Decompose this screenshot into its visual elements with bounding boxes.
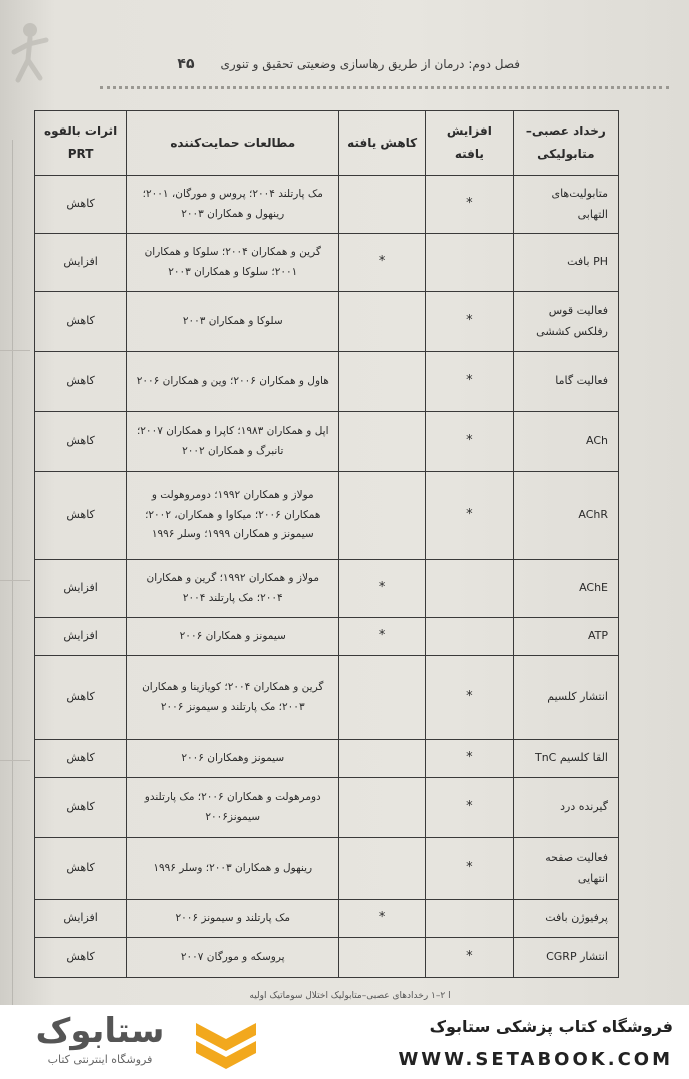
table-row [35, 838, 619, 900]
table-row [35, 560, 619, 618]
increased-mark-cell: * [426, 176, 514, 234]
table-header-row [35, 111, 619, 176]
decreased-mark-cell: * [339, 900, 426, 938]
margin-tick [0, 760, 30, 761]
studies-cell: مک پارتلند و سیمونز ۲۰۰۶ [127, 900, 339, 938]
disorder-cell: متابولیت‌های التهابی [513, 176, 618, 234]
prt-effect-cell: کاهش [35, 412, 127, 472]
prt-effect-cell: افزایش [35, 618, 127, 656]
decreased-mark-cell [339, 656, 426, 740]
increased-mark-cell: * [426, 292, 514, 352]
table-row [35, 656, 619, 740]
store-logo-text: ستابوک [35, 1011, 165, 1051]
table-caption: ا ۲–۱ رخدادهای عصبی–متابولیک اختلال سوماتیک اولیه [249, 991, 451, 1001]
increased-mark-cell [426, 900, 514, 938]
decreased-mark-cell [339, 472, 426, 560]
studies-cell: هاول و همکاران ۲۰۰۶؛ وین و همکاران ۲۰۰۶ [127, 352, 339, 412]
increased-mark-cell: * [426, 778, 514, 838]
table-row [35, 292, 619, 352]
header-studies: مطالعات حمایت‌کننده [127, 111, 339, 176]
disorder-cell: PH بافت [513, 234, 618, 292]
increased-mark-cell [426, 618, 514, 656]
increased-mark-cell: * [426, 838, 514, 900]
prt-effect-cell: کاهش [35, 176, 127, 234]
table-row [35, 900, 619, 938]
increased-mark-cell: * [426, 656, 514, 740]
disorder-cell: فعالیت گاما [513, 352, 618, 412]
table-row [35, 618, 619, 656]
increased-mark-cell: * [426, 740, 514, 778]
studies-cell: پروسکه و مورگان ۲۰۰۷ [127, 938, 339, 978]
disorder-cell: فعالیت قوس رفلکس کششی [513, 292, 618, 352]
decreased-mark-cell [339, 352, 426, 412]
disorder-cell: AChE [513, 560, 618, 618]
disorder-cell: ATP [513, 618, 618, 656]
margin-tick [0, 580, 30, 581]
studies-cell: مولاز و همکاران ۱۹۹۲؛ دومروهولت و همکاران ۲۰۰۶؛ میکاوا و همکاران، ۲۰۰۲؛ سیمونز و همکاران ۱۹۹۹؛ وسلر ۱۹۹۶ [127, 472, 339, 560]
increased-mark-cell: * [426, 472, 514, 560]
decreased-mark-cell [339, 778, 426, 838]
prt-effect-cell: کاهش [35, 472, 127, 560]
margin-line [12, 140, 13, 1005]
increased-mark-cell: * [426, 938, 514, 978]
decreased-mark-cell [339, 838, 426, 900]
prt-effect-cell: افزایش [35, 234, 127, 292]
disorder-cell: گیرنده درد [513, 778, 618, 838]
decreased-mark-cell [339, 412, 426, 472]
page-number: ۴۵ [177, 56, 195, 72]
prt-effect-cell: کاهش [35, 838, 127, 900]
store-url-link[interactable]: WWW.SETABOOK.COM [398, 1049, 673, 1070]
studies-cell: رینهول و همکاران ۲۰۰۳؛ وسلر ۱۹۹۶ [127, 838, 339, 900]
table-row [35, 938, 619, 978]
store-logo-subtitle: فروشگاه اینترنتی کتاب [47, 1053, 153, 1066]
increased-mark-cell: * [426, 412, 514, 472]
prt-effect-cell: کاهش [35, 938, 127, 978]
studies-cell: مک پارتلند ۲۰۰۴؛ پروس و مورگان، ۲۰۰۱؛ رینهول و همکاران ۲۰۰۳ [127, 176, 339, 234]
studies-cell: دومرهولت و همکاران ۲۰۰۶؛ مک پارتلندو سیمونز۲۰۰۶ [127, 778, 339, 838]
decreased-mark-cell: * [339, 234, 426, 292]
table-row [35, 740, 619, 778]
page-header [120, 56, 520, 72]
studies-cell: گرین و همکاران ۲۰۰۴؛ سلوکا و همکاران ۲۰۰۱؛ سلوکا و همکاران ۲۰۰۳ [127, 234, 339, 292]
header-disorder: رخداد عصبی– متابولیکی [513, 111, 618, 176]
studies-cell: اپل و همکاران ۱۹۸۳؛ کاپرا و همکاران ۲۰۰۷؛ تانبرگ و همکاران ۲۰۰۲ [127, 412, 339, 472]
table-row [35, 472, 619, 560]
neuro-metabolic-table [34, 110, 619, 978]
disorder-cell: پرفیوژن بافت [513, 900, 618, 938]
header-increased: افزایش یافته [426, 111, 514, 176]
studies-cell: سیمونز و همکاران ۲۰۰۶ [127, 618, 339, 656]
studies-cell: سیمونز وهمکاران ۲۰۰۶ [127, 740, 339, 778]
store-name: فروشگاه کتاب پزشکی ستابوک [429, 1017, 673, 1036]
prt-effect-cell: کاهش [35, 778, 127, 838]
increased-mark-cell [426, 560, 514, 618]
table-row [35, 234, 619, 292]
runner-figure-icon [0, 20, 60, 90]
prt-effect-cell: کاهش [35, 656, 127, 740]
studies-cell: مولاز و همکاران ۱۹۹۲؛ گرین و همکاران ۲۰۰۴؛ مک پارتلند ۲۰۰۴ [127, 560, 339, 618]
store-logo-icon [190, 1015, 262, 1071]
margin-tick [0, 350, 30, 351]
prt-effect-cell: افزایش [35, 900, 127, 938]
decreased-mark-cell: * [339, 618, 426, 656]
table-row [35, 352, 619, 412]
header-dotted-line [100, 86, 669, 89]
prt-effect-cell: افزایش [35, 560, 127, 618]
increased-mark-cell: * [426, 352, 514, 412]
studies-cell: گرین و همکاران ۲۰۰۴؛ کویازینا و همکاران ۲۰۰۳؛ مک پارتلند و سیمونز ۲۰۰۶ [127, 656, 339, 740]
prt-effect-cell: کاهش [35, 740, 127, 778]
table-row [35, 412, 619, 472]
decreased-mark-cell [339, 938, 426, 978]
prt-effect-cell: کاهش [35, 352, 127, 412]
disorder-cell: AChR [513, 472, 618, 560]
table-row [35, 176, 619, 234]
decreased-mark-cell [339, 176, 426, 234]
prt-effect-cell: کاهش [35, 292, 127, 352]
chapter-title: فصل دوم: درمان از طریق رهاسازی وضعیتی تحقیق و تنوری [220, 57, 520, 71]
table-row [35, 778, 619, 838]
disorder-cell: ACh [513, 412, 618, 472]
disorder-cell: انتشار CGRP [513, 938, 618, 978]
decreased-mark-cell: * [339, 560, 426, 618]
studies-cell: سلوکا و همکاران ۲۰۰۳ [127, 292, 339, 352]
increased-mark-cell [426, 234, 514, 292]
disorder-cell: القا کلسیم TnC [513, 740, 618, 778]
header-prt-effect: اثرات بالقوه PRT [35, 111, 127, 176]
header-decreased: کاهش یافته [339, 111, 426, 176]
disorder-cell: انتشار کلسیم [513, 656, 618, 740]
store-footer [0, 1005, 689, 1079]
disorder-cell: فعالیت صفحه انتهایی [513, 838, 618, 900]
decreased-mark-cell [339, 292, 426, 352]
decreased-mark-cell [339, 740, 426, 778]
